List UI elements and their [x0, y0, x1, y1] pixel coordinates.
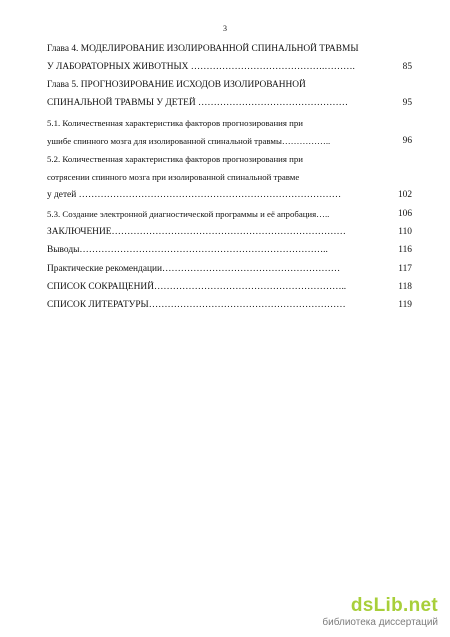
toc-entry-text: 5.2. Количественная характеристика факторов прогнозирования при — [47, 154, 303, 164]
toc-entry-text: Выводы…………………………………………………………………….. — [47, 245, 328, 255]
toc-entry-text: Глава 4. МОДЕЛИРОВАНИЕ ИЗОЛИРОВАННОЙ СПИНАЛЬНОЙ ТРАВМЫ — [47, 44, 359, 54]
toc-entry-text: 5.3. Создание электронной диагностической программы и её апробация….. — [47, 209, 330, 219]
toc-entry-page: 119 — [398, 300, 412, 310]
toc-entry-page: 106 — [397, 209, 412, 219]
toc-entry-page: 110 — [398, 227, 412, 237]
toc-entry-text: СПИСОК ЛИТЕРАТУРЫ……………………………………………………… — [47, 300, 346, 310]
toc-entry-text: У ЛАБОРАТОРНЫХ ЖИВОТНЫХ …………………………………….………. — [47, 62, 355, 72]
toc-entry-page: 95 — [402, 98, 412, 108]
watermark-subtitle: библиотека диссертаций — [322, 617, 438, 628]
toc-entry-page: 96 — [402, 136, 412, 146]
toc-entry-text: СПИНАЛЬНОЙ ТРАВМЫ У ДЕТЕЙ ………………………………………… — [47, 98, 349, 108]
toc-entry-text: СПИСОК СОКРАЩЕНИЙ…………………………………………………….. — [47, 282, 347, 292]
toc-entry-text: Практические рекомендации………………………………………………… — [47, 264, 341, 274]
toc-entry-text: ЗАКЛЮЧЕНИЕ………………………………………………………………… — [47, 227, 346, 237]
toc-entry-page: 102 — [397, 190, 412, 200]
toc-entry-page: 85 — [402, 62, 412, 72]
page-number: 3 — [223, 24, 227, 33]
toc-entry-page: 116 — [398, 245, 412, 255]
watermark-logo: dsLib.net — [350, 595, 438, 616]
toc-entry-text: у детей ………………………………………………………………………… — [47, 190, 342, 200]
watermark — [288, 595, 438, 629]
toc-entry-text: сотрясении спинного мозга при изолированной спинальной травме — [47, 172, 300, 182]
toc-entry-text: Глава 5. ПРОГНОЗИРОВАНИЕ ИСХОДОВ ИЗОЛИРОВАННОЙ — [47, 80, 306, 90]
toc-entry-page: 118 — [398, 282, 412, 292]
toc-entry-text: 5.1. Количественная характеристика факторов прогнозирования при — [47, 118, 303, 128]
toc-entry-page: 117 — [398, 264, 412, 274]
toc-entry-text: ушибе спинного мозга для изолированной спинальной травмы…………….. — [47, 136, 331, 146]
